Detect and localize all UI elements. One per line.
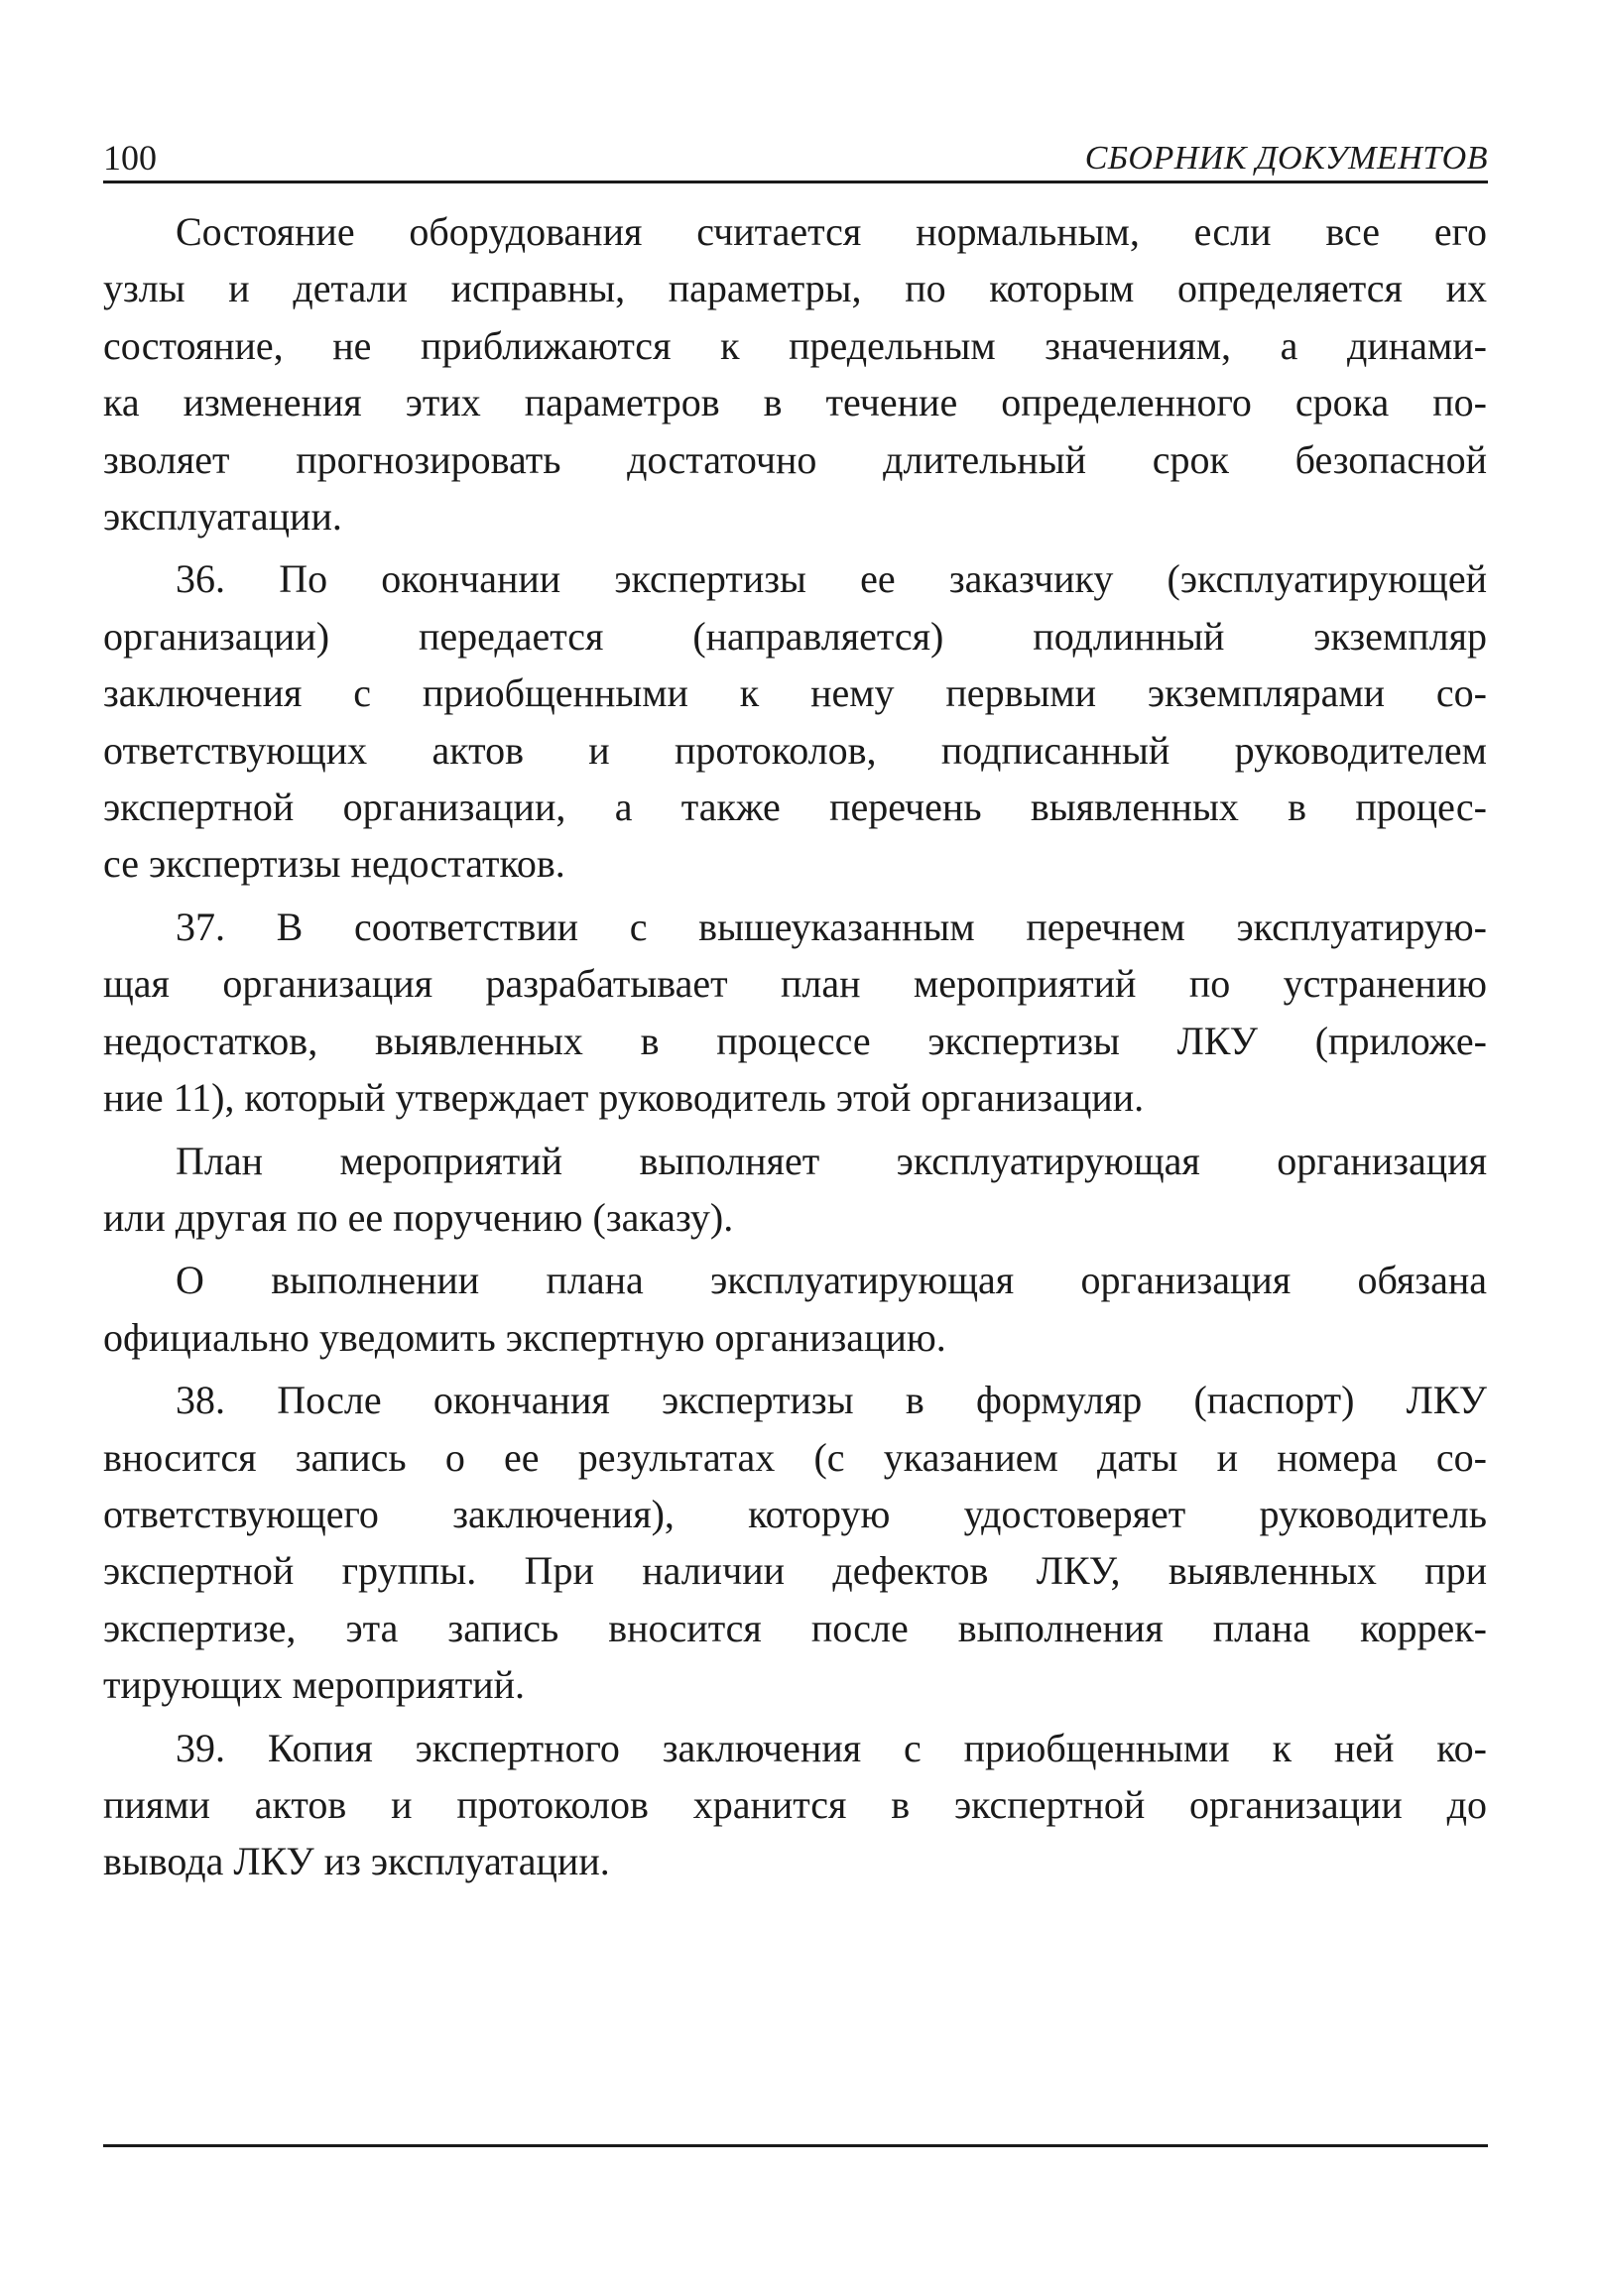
text-line: заключения с приобщенными к нему первыми экземплярами со- (103, 670, 1487, 716)
text-line: се экспертизы недостатков. (103, 841, 565, 887)
running-title: СБОРНИК ДОКУМЕНТОВ (1084, 140, 1488, 177)
text-line: или другая по ее поручению (заказу). (103, 1194, 734, 1240)
text-line: узлы и детали исправны, параметры, по которым определяется их (103, 266, 1487, 311)
text-line: состояние, не приближаются к предельным значениям, а динами- (103, 322, 1487, 368)
text-line: ответствующих актов и протоколов, подписанный руководителем (103, 727, 1487, 773)
text-line: щая организация разрабатывает план мероприятий по устранению (103, 961, 1487, 1007)
paragraph-item-38 (103, 1372, 1487, 1713)
text-line: эксплуатации. (103, 494, 342, 540)
paragraph-equipment-condition (103, 203, 1487, 544)
text-line: экспертной организации, а также перечень выявленных в процес- (103, 785, 1487, 830)
paragraph-action-plan (103, 1133, 1487, 1247)
text-line: официально уведомить экспертную организацию. (103, 1314, 946, 1360)
text-line: План мероприятий выполняет эксплуатирующая организация (176, 1138, 1487, 1183)
body-text (103, 203, 1487, 1896)
text-line: экспертной группы. При наличии дефектов ЛКУ, выявленных при (103, 1548, 1487, 1594)
text-line: зволяет прогнозировать достаточно длительный срок безопасной (103, 436, 1487, 482)
text-line: 38. После окончания экспертизы в формуляр (паспорт) ЛКУ (176, 1378, 1487, 1423)
page-header (103, 127, 1488, 183)
text-line: Состояние оборудования считается нормальным, если все его (176, 209, 1487, 254)
text-line: 37. В соответствии с вышеуказанным перечнем эксплуатирую- (176, 904, 1487, 949)
text-line: 39. Копия экспертного заключения с приобщенными к ней ко- (176, 1725, 1487, 1770)
text-line: недостатков, выявленных в процессе экспертизы ЛКУ (приложе- (103, 1018, 1487, 1063)
page-number: 100 (103, 138, 157, 178)
text-line: экспертизе, эта запись вносится после выполнения плана коррек- (103, 1605, 1487, 1650)
paragraph-item-39 (103, 1720, 1487, 1890)
text-line: ответствующего заключения), которую удостоверяет руководитель (103, 1491, 1487, 1536)
text-line: вывода ЛКУ из эксплуатации. (103, 1839, 610, 1884)
text-line: пиями актов и протоколов хранится в экспертной организации до (103, 1781, 1487, 1827)
paragraph-item-37 (103, 899, 1487, 1127)
paragraph-item-36 (103, 550, 1487, 892)
footer-rule (103, 2144, 1488, 2147)
text-line: О выполнении плана эксплуатирующая организация обязана (176, 1258, 1487, 1303)
text-line: 36. По окончании экспертизы ее заказчику (эксплуатирующей (176, 556, 1487, 602)
text-line: ка изменения этих параметров в течение определенного срока по- (103, 380, 1487, 425)
text-line: тирующих мероприятий. (103, 1662, 526, 1708)
text-line: ние 11), который утверждает руководитель этой организации. (103, 1075, 1145, 1121)
text-line: вносится запись о ее результатах (с указанием даты и номера со- (103, 1434, 1487, 1480)
paragraph-plan-notification (103, 1252, 1487, 1366)
text-line: организации) передается (направляется) подлинный экземпляр (103, 613, 1487, 659)
